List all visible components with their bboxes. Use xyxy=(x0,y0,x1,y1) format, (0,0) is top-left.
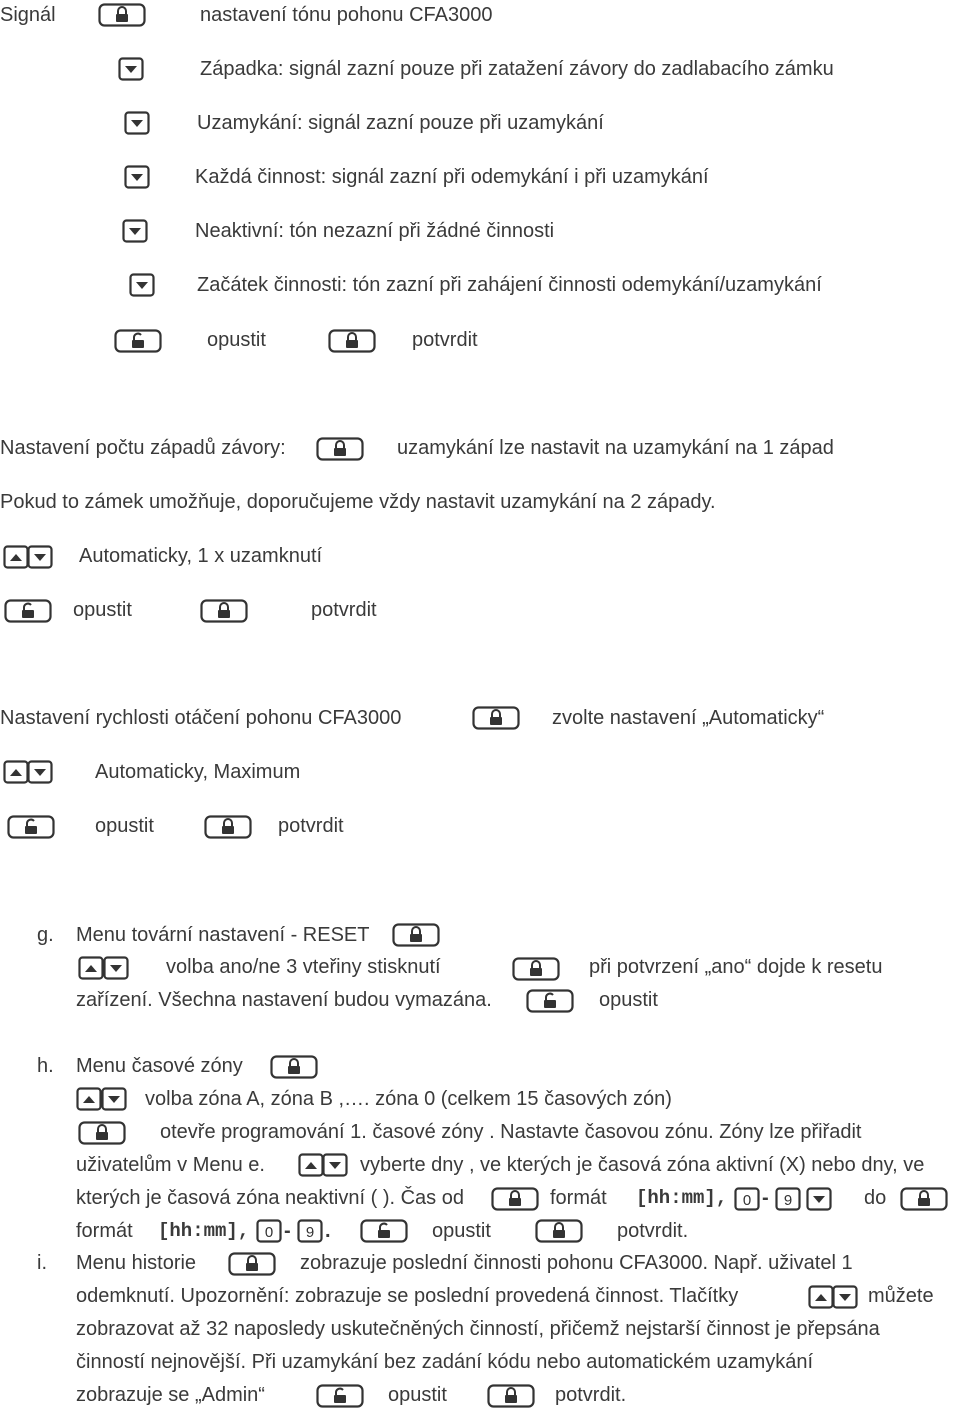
digit-0-key[interactable] xyxy=(256,1219,282,1243)
speed-option: Automaticky, Maximum xyxy=(95,761,301,783)
down-arrow-icon[interactable] xyxy=(27,760,53,784)
down-arrow-icon[interactable] xyxy=(806,1187,832,1211)
h-users: uživatelům v Menu e. xyxy=(76,1154,265,1176)
h-to-label: do xyxy=(864,1187,887,1209)
g-select: volba ano/ne 3 vteřiny stisknutí xyxy=(166,956,441,978)
list-marker-g: g. xyxy=(37,924,54,946)
lock-closed-icon[interactable] xyxy=(328,329,376,353)
h-time-format-from: [hh:mm], xyxy=(636,1187,728,1209)
i-confirm-label: potvrdit. xyxy=(555,1384,627,1406)
g-confirm: při potvrzení „ano“ dojde k resetu xyxy=(589,956,883,978)
up-arrow-icon[interactable] xyxy=(76,1087,102,1111)
lock-closed-icon[interactable] xyxy=(200,599,248,623)
i-title: Menu historie xyxy=(76,1252,197,1274)
i-exit-label: opustit xyxy=(388,1384,447,1406)
signal-option-4: Neaktivní: tón nezazní při žádné činnosti xyxy=(195,220,555,242)
bolts-exit-label: opustit xyxy=(73,599,132,621)
lock-open-icon[interactable] xyxy=(114,329,162,353)
up-arrow-icon[interactable] xyxy=(3,545,29,569)
down-arrow-icon[interactable] xyxy=(118,57,144,81)
h-confirm-label: potvrdit. xyxy=(617,1220,689,1242)
digit-range-dot: . xyxy=(325,1220,331,1242)
signal-label: Signál xyxy=(0,4,56,26)
lock-closed-icon[interactable] xyxy=(270,1055,318,1079)
h-days: vyberte dny , ve kterých je časová zóna aktivní (X) nebo dny, ve xyxy=(360,1154,925,1176)
lock-closed-icon[interactable] xyxy=(78,1121,126,1145)
up-arrow-icon[interactable] xyxy=(808,1285,834,1309)
lock-open-icon[interactable] xyxy=(316,1384,364,1408)
signal-exit-label: opustit xyxy=(207,329,266,351)
lock-closed-icon[interactable] xyxy=(535,1219,583,1243)
up-arrow-icon[interactable] xyxy=(78,956,104,980)
bolts-confirm-label: potvrdit xyxy=(311,599,377,621)
g-line2: zařízení. Všechna nastavení budou vymazána. xyxy=(76,989,492,1011)
lock-closed-icon[interactable] xyxy=(392,923,440,947)
speed-exit-label: opustit xyxy=(95,815,154,837)
down-arrow-icon[interactable] xyxy=(832,1285,858,1309)
down-arrow-icon[interactable] xyxy=(122,219,148,243)
h-format-label: formát xyxy=(550,1187,607,1209)
h-exit-label: opustit xyxy=(432,1220,491,1242)
lock-closed-icon[interactable] xyxy=(316,437,364,461)
i-desc1: zobrazuje poslední činnosti pohonu CFA3000. Např. uživatel 1 xyxy=(300,1252,853,1274)
lock-closed-icon[interactable] xyxy=(472,706,520,730)
bolts-recommend: Pokud to zámek umožňuje, doporučujeme vždy nastavit uzamykání na 2 západy. xyxy=(0,491,716,513)
lock-closed-icon[interactable] xyxy=(512,957,560,981)
h-format2-label: formát xyxy=(76,1220,133,1242)
signal-option-1: Západka: signál zazní pouze při zatažení závory do zadlabacího zámku xyxy=(200,58,834,80)
h-select: volba zóna A, zóna B ,…. zóna 0 (celkem 15 časových zón) xyxy=(145,1088,672,1110)
signal-confirm-label: potvrdit xyxy=(412,329,478,351)
digit-9-key[interactable] xyxy=(775,1187,801,1211)
speed-hint: zvolte nastavení „Automaticky“ xyxy=(552,707,825,729)
i-desc4: činností nejnovější. Při uzamykání bez zadání kódu nebo automatickém uzamykání xyxy=(76,1351,814,1373)
h-open: otevře programování 1. časové zóny . Nastavte časovou zónu. Zóny lze přiřadit xyxy=(160,1121,862,1143)
i-desc2a: odemknutí. Upozornění: zobrazuje se poslední provedená činnost. Tlačítky xyxy=(76,1285,739,1307)
lock-closed-icon[interactable] xyxy=(491,1187,539,1211)
down-arrow-icon[interactable] xyxy=(101,1087,127,1111)
lock-open-icon[interactable] xyxy=(526,989,574,1013)
lock-open-icon[interactable] xyxy=(360,1219,408,1243)
bolts-option: Automaticky, 1 x uzamknutí xyxy=(79,545,323,567)
digit-9-key[interactable] xyxy=(297,1219,323,1243)
up-arrow-icon[interactable] xyxy=(298,1153,324,1177)
i-desc5: zobrazuje se „Admin“ xyxy=(76,1384,265,1406)
down-arrow-icon[interactable] xyxy=(27,545,53,569)
lock-open-icon[interactable] xyxy=(4,599,52,623)
signal-title: nastavení tónu pohonu CFA3000 xyxy=(200,4,493,26)
down-arrow-icon[interactable] xyxy=(129,273,155,297)
lock-closed-icon[interactable] xyxy=(900,1187,948,1211)
list-marker-h: h. xyxy=(37,1055,54,1077)
down-arrow-icon[interactable] xyxy=(124,111,150,135)
lock-closed-icon[interactable] xyxy=(487,1384,535,1408)
lock-closed-icon[interactable] xyxy=(204,815,252,839)
h-inactive: kterých je časová zóna neaktivní ( ). Čas od xyxy=(76,1187,464,1209)
lock-open-icon[interactable] xyxy=(7,815,55,839)
bolts-desc: uzamykání lze nastavit na uzamykání na 1 západ xyxy=(397,437,834,459)
down-arrow-icon[interactable] xyxy=(124,165,150,189)
h-title: Menu časové zóny xyxy=(76,1055,243,1077)
digit-range-dash: - xyxy=(284,1220,291,1242)
lock-closed-icon[interactable] xyxy=(98,3,146,27)
speed-confirm-label: potvrdit xyxy=(278,815,344,837)
signal-option-3: Každá činnost: signál zazní při odemykání i při uzamykání xyxy=(195,166,709,188)
lock-closed-icon[interactable] xyxy=(228,1252,276,1276)
svg-text:0: 0 xyxy=(264,1224,274,1241)
down-arrow-icon[interactable] xyxy=(322,1153,348,1177)
signal-option-5: Začátek činnosti: tón zazní při zahájení činnosti odemykání/uzamykání xyxy=(197,274,822,296)
svg-text:9: 9 xyxy=(305,1224,315,1241)
up-arrow-icon[interactable] xyxy=(3,760,29,784)
h-time-format-to: [hh:mm], xyxy=(158,1220,250,1242)
down-arrow-icon[interactable] xyxy=(103,956,129,980)
list-marker-i: i. xyxy=(37,1252,47,1274)
bolts-title: Nastavení počtu západů závory: xyxy=(0,437,286,459)
speed-title: Nastavení rychlosti otáčení pohonu CFA3000 xyxy=(0,707,402,729)
g-title: Menu tovární nastavení - RESET xyxy=(76,924,370,946)
signal-option-2: Uzamykání: signál zazní pouze při uzamykání xyxy=(197,112,604,134)
g-exit-label: opustit xyxy=(599,989,658,1011)
digit-range-dash: - xyxy=(762,1187,769,1209)
svg-text:0: 0 xyxy=(742,1192,752,1209)
i-desc2b: můžete xyxy=(868,1285,934,1307)
digit-0-key[interactable] xyxy=(734,1187,760,1211)
svg-text:9: 9 xyxy=(783,1192,793,1209)
i-desc3: zobrazovat až 32 naposledy uskutečněných činností, přičemž nejstarší činnost je přepsána xyxy=(76,1318,880,1340)
